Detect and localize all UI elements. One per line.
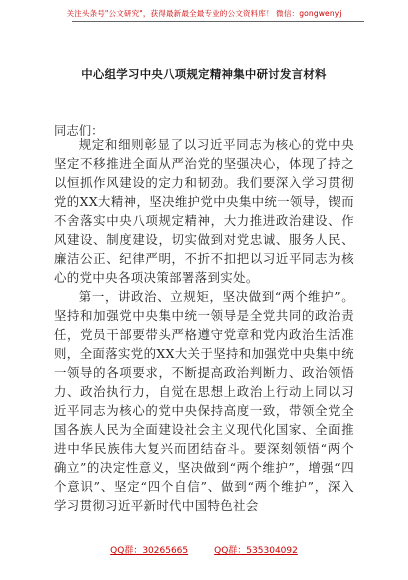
header-divider — [72, 21, 364, 22]
paragraph-2: 第一，讲政治、立规矩，坚决做到“两个维护”。坚持和加强党中央集中统一领导是全党共同的政治责任，党员干部要带头严格遵守党章和党内政治生活准则，全面落实党的XX大关于坚持和加强党中央集中统一领导的各项要求，不断提高政治判断力、政治领悟力、政治执行力，自觉在思想上政治上行动上同以习近平同志为核心的党中央保持高度一致，带领全党全国各族人民为全面建设社会主义现代化国家、全面推进中华民族伟大复兴而团结奋斗。要深刻领悟“两个确立”的决定性意义，坚决做到“两个维护”，增强“四个意识”、坚定“四个自信”、做到“两个维护”，深入学习贯彻习近平新时代中国特色社会 — [54, 289, 354, 513]
document-title: 中心组学习中央八项规定精神集中研讨发言材料 — [81, 67, 327, 81]
salutation: 同志们： — [54, 123, 104, 138]
paragraph-1: 规定和细则彰显了以习近平同志为核心的党中央坚定不移推进全面从严治党的坚强决心，体现了持之以恒抓作风建设的定力和韧劲。我们要深入学习贯彻党的XX大精神，坚决维护党中央集中统一领导，锲而不舍落实中央八项规定精神，大力推进政治建设、作风建设、制度建设，切实做到对党忠诚、服务人民、廉洁公正、纪律严明，不折不扣把以习近平同志为核心的党中央各项决策部署落到实处。 — [54, 137, 354, 285]
header-banner — [0, 8, 408, 19]
qq-group-2: QQ群：535304092 — [214, 546, 298, 556]
footer-bar — [0, 543, 408, 556]
qq-group-1: QQ群：30265665 — [110, 546, 189, 556]
document-body — [54, 135, 354, 515]
header-banner-text: 关注头条号"公文研究"，获得最新最全最专业的公文资料库！ 微信：gongwenyj — [66, 9, 342, 18]
